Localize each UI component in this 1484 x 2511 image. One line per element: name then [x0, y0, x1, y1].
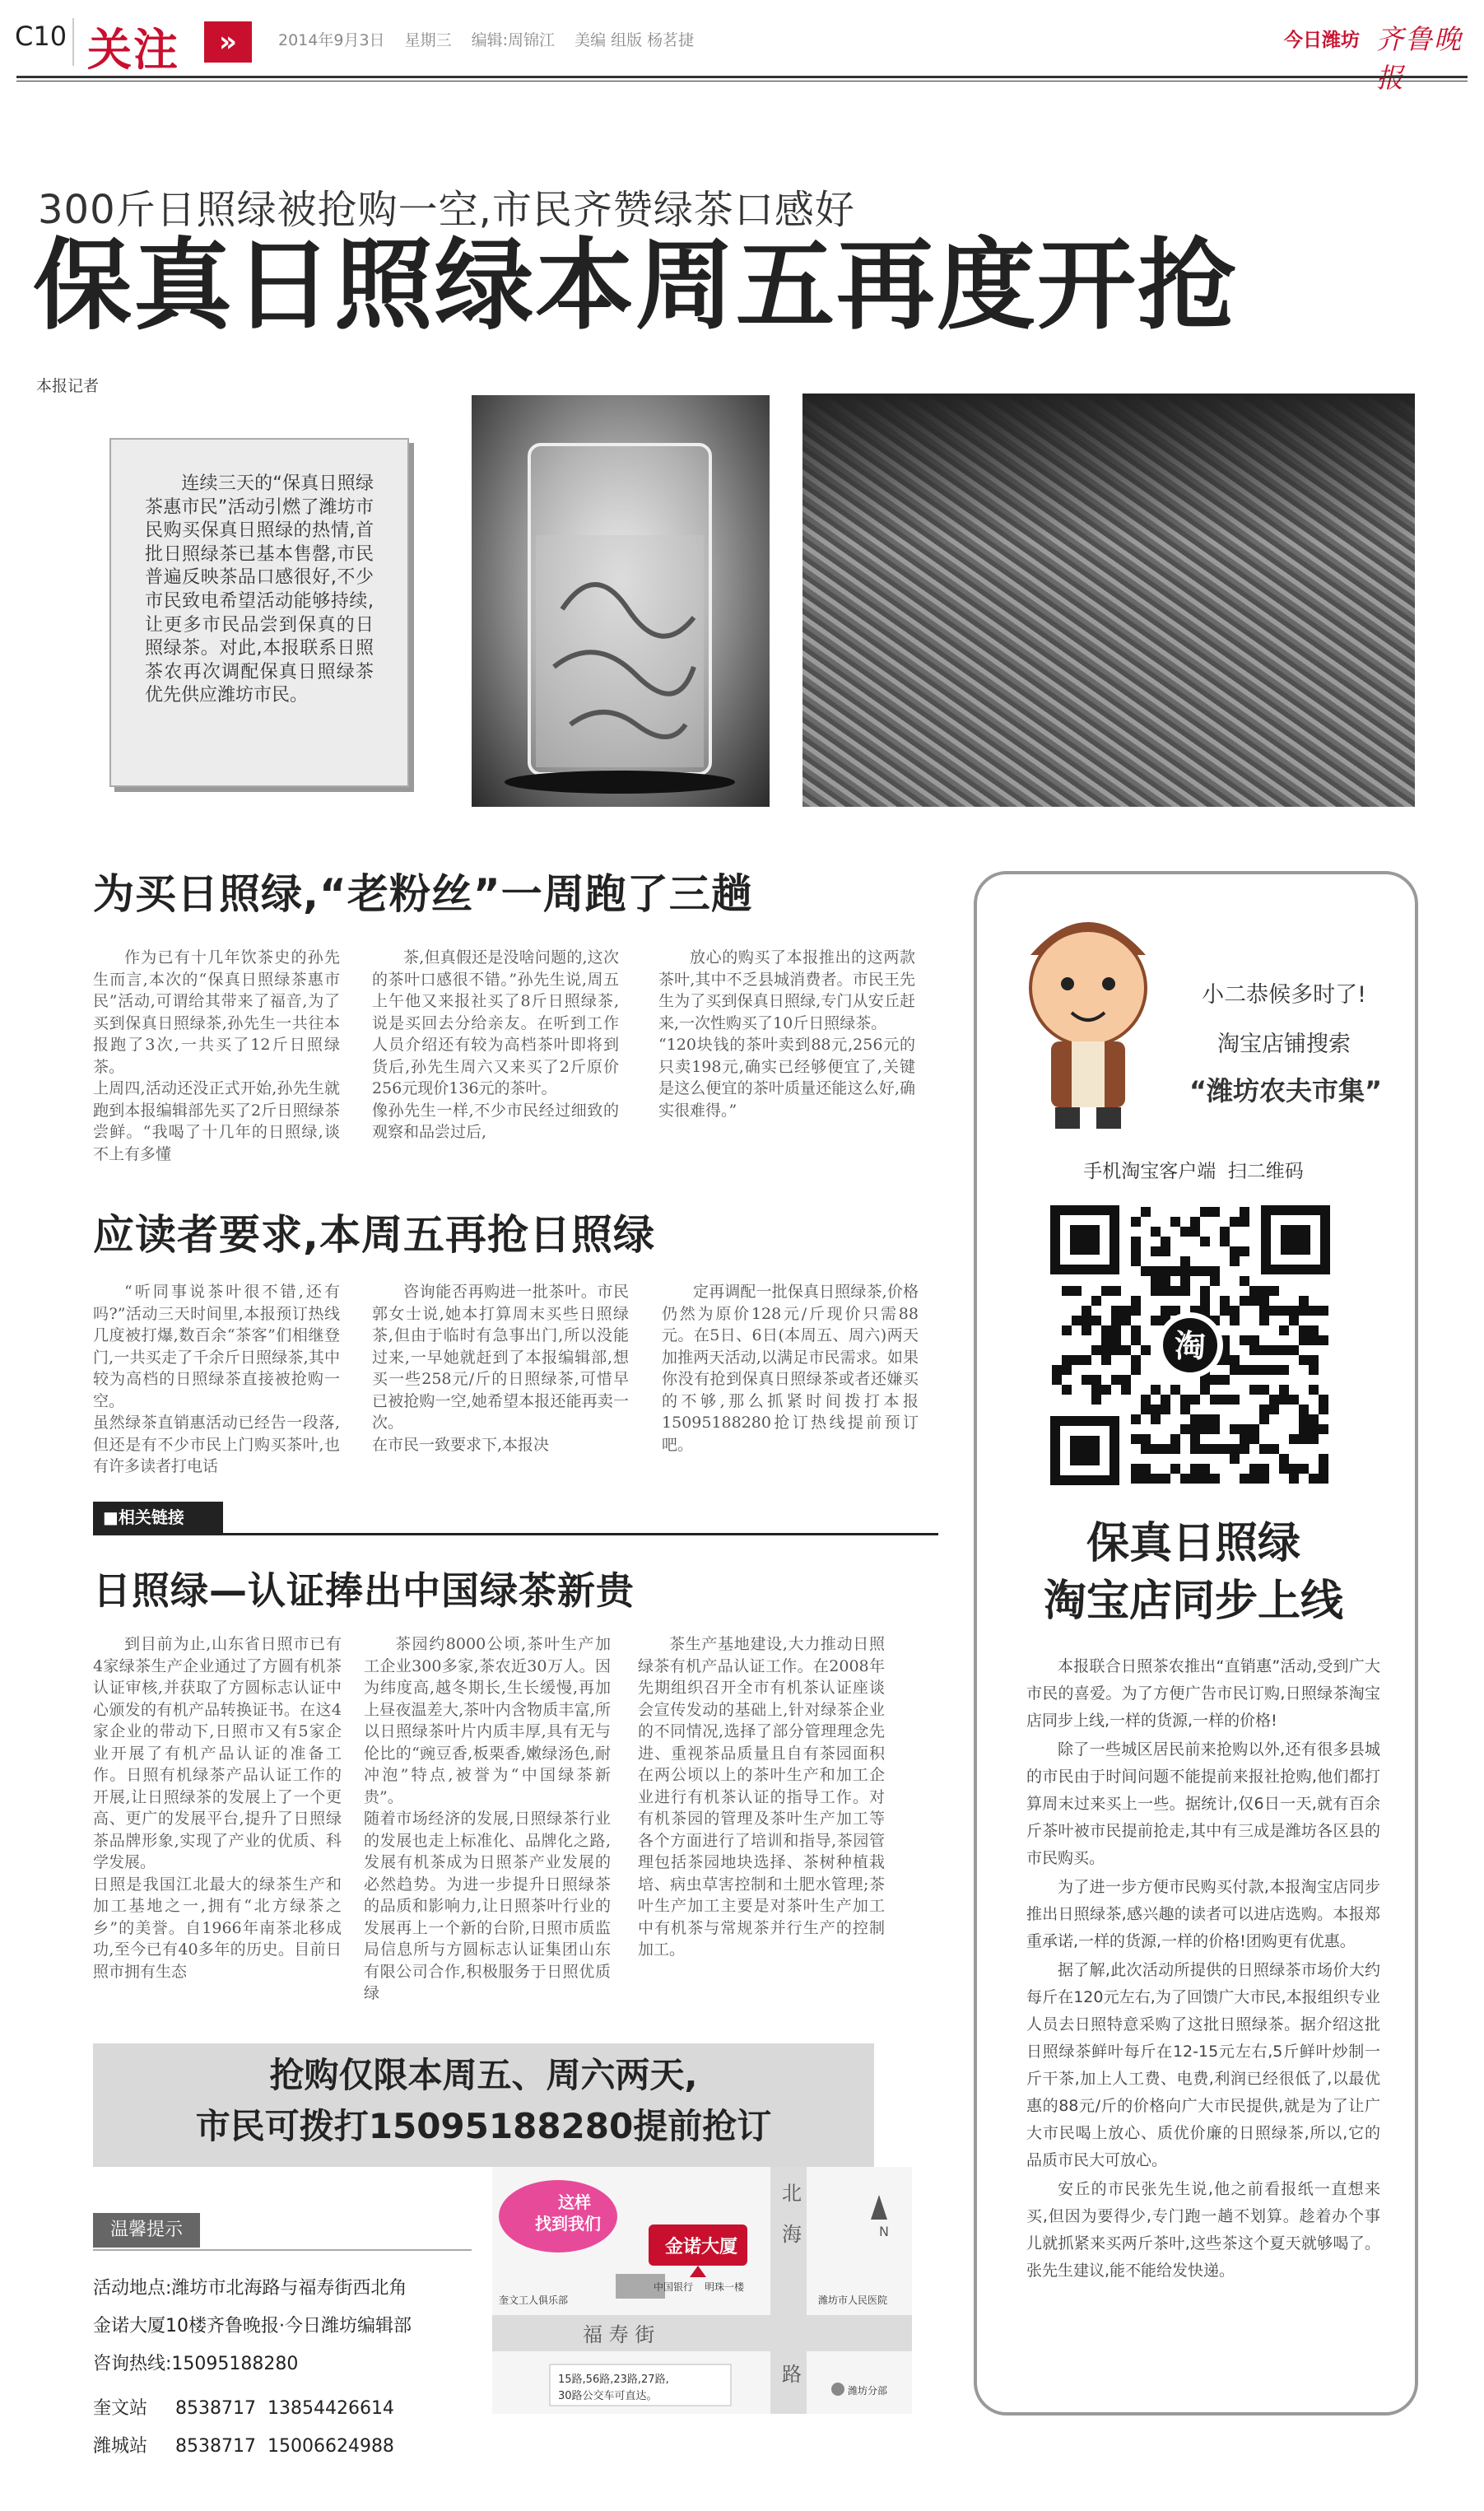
map-graphic: [492, 2167, 912, 2414]
section1-col1-text: 作为已有十几年饮茶史的孙先生而言,本次的“保真日照绿茶惠市民”活动,可谓给其带来了福音,为了买到保真日照绿茶,孙先生一共往本报跑了3次,一共买了12斤日照绿茶。 上周四,活动还没正式开始,孙先生就跑到本报编辑部先买了2斤日照绿茶尝鲜。“我喝了十几年的日照绿,谈不上有多懂: [93, 948, 340, 1163]
section1-col3: [658, 947, 915, 1121]
lead-text-content: 连续三天的“保真日照绿茶惠市民”活动引燃了潍坊市民购买保真日照绿的热情,首批日照绿茶已基本售罄,市民普遍反映茶品口感很好,不少市民致电希望活动能够持续,让更多市民品尝到保真的日照绿茶。对此,本报联系日照茶农再次调配保真日照绿茶优先供应潍坊市民。: [145, 473, 374, 706]
location-map: [492, 2167, 912, 2414]
map-road-char-1: 北: [782, 2182, 802, 2205]
section2-col1-text: “听同事说茶叶很不错,还有吗?”活动三天时间里,本报预订热线几度被打爆,数百余“茶客”们相继登门,一共买走了千余斤日照绿茶,其中较为高档的日照绿茶直接被抢购一空。 虽然绿茶直销惠活动已经告一段落,但还是有不少市民上门购买茶叶,也有许多读者打电话: [93, 1283, 340, 1475]
station1-name: 奎文站: [93, 2398, 148, 2419]
ad-body: [1026, 1653, 1380, 2286]
ad-body-para: 为了进一步方便市民购买付款,本报淘宝店同步推出日照绿茶,感兴趣的读者可以进店选购。本报郑重承诺,一样的货源,一样的价格!团购更有优惠。: [1026, 1878, 1380, 1950]
header-rule-thin: [16, 81, 1468, 82]
section3-col1-text: 到目前为止,山东省日照市已有4家绿茶生产企业通过了方圆有机茶认证审核,并获取了方圆标志认证中心颁发的有机产品转换证书。在这4家企业的带动下,日照市又有5家企业开展了有机产品认证的准备工作。日照有机绿茶产品认证工作的开展,让日照绿茶的发展上了一个更高、更广的发展平台,提升了日照绿茶品牌形象,实现了产业的优质、科学发展。 日照是我国江北最大的绿茶生产和加工基地之一,拥有“北方绿茶之乡”的美誉。自1966年南茶北移成功,至今已有40多年的历史。目前日照市拥有生态: [93, 1635, 342, 1981]
map-bubble-line1: 这样: [558, 2192, 591, 2212]
related-rule: [93, 1533, 938, 1535]
map-bubble-line2: 找到我们: [535, 2214, 601, 2234]
related-links-tag: ■相关链接: [93, 1502, 223, 1533]
section3-col2: [364, 1633, 611, 2005]
promo-banner-line1: 抢购仅限本周五、周六两天,: [269, 2055, 698, 2095]
photo-tea-glass: [472, 395, 770, 807]
section3-col3-text: 茶生产基地建设,大力推动日照绿茶有机产品认证工作。在2008年先期组织召开全市有机茶认证座谈会宣传发动的基础上,针对绿茶企业的不同情况,选择了部分管理理念先进、重视茶品质量且自有茶园面积在两公顷以上的茶叶生产和加工企业进行有机茶认证的指导工作。对有机茶园的管理及茶叶生产加工等各个方面进行了培训和指导,茶园管理包括茶园地块选择、茶树种植栽培、病虫草害控制和土肥水管理;茶叶生产加工主要是对茶叶生产加工中有机茶与常规茶并行生产的控制加工。: [638, 1635, 885, 1959]
map-bus-line2: 30路公交车可直达。: [558, 2390, 658, 2402]
tips-station2: [93, 2432, 394, 2457]
article-subhead: 300斤日照绿被抢购一空,市民齐赞绿茶口感好: [38, 187, 855, 233]
tea-glass-illustration: [472, 395, 770, 807]
issue-weekday: 星期三: [404, 31, 452, 49]
issue-designer: 美编 组版 杨茗捷: [575, 31, 695, 49]
mascot-icon: [1006, 897, 1170, 1136]
taobao-badge-icon: 淘: [1174, 1328, 1207, 1364]
qr-code-graphic: [1050, 1205, 1330, 1485]
section1-col1: [93, 947, 340, 1165]
section3-col1: [93, 1633, 342, 1982]
section2-col3-text: 定再调配一批保真日照绿茶,价格仍然为原价128元/斤现价只需88元。在5日、6日(本周五、周六)两天加推两天活动,以满足市民需求。如果你没有抢到保真日照绿茶或者还嫌买的不够,那么抓紧时间拨打本报15095188280抢订热线提前预订吧。: [662, 1283, 919, 1454]
section2-col3: [662, 1281, 919, 1456]
mascot-illustration: [1006, 897, 1170, 1136]
ad-body-para: 据了解,此次活动所提供的日照绿茶市场价大约每斤在120元左右,为了回馈广大市民,本报组织专业人员去日照特意采购了这批日照绿茶。据介绍这批日照绿茶鲜叶每斤在12-15元左右,5斤鲜叶炒制一斤干茶,加上人工费、电费,利润已经很低了,以最优惠的88元/斤的价格向广大市民提供,就是为了让广大市民喝上放心、质优价廉的日照绿茶,所以,它的品质市民大可放心。: [1026, 1961, 1380, 2169]
ad-title-line2: 淘宝店同步上线: [1043, 1577, 1343, 1626]
section3-col2-text: 茶园约8000公顷,茶叶生产加工企业300多家,茶农近30万人。因为纬度高,越冬期长,生长缓慢,再加上昼夜温差大,茶叶内含物质丰富,所以日照绿茶叶片内质丰厚,具有无与伦比的“豌豆香,板栗香,嫩绿汤色,耐冲泡”特点,被誉为“中国绿茶新贵”。 随着市场经济的发展,日照绿茶行业的发展也走上标准化、品牌化之路,发展有机茶成为日照茶产业发展的必然趋势。为进一步提升日照绿茶的品质和影响力,让日照茶叶行业的发展再上一个新的台阶,日照市质监局信息所与方圆标志认证集团山东有限公司合作,积极服务于日照优质绿: [364, 1635, 611, 2002]
section2-col2-text: 咨询能否再购进一批茶叶。市民郭女士说,她本打算周末买些日照绿茶,但由于临时有急事出门,所以没能过来,一早她就赶到了本报编辑部,想买一些258元/斤的日照绿茶,可惜早已被抢购一空,她希望本报还能再卖一次。 在市民一致要求下,本报决: [372, 1283, 629, 1454]
header-divider: [72, 18, 74, 66]
paper-logo: 齐鲁晚报: [1376, 23, 1463, 94]
section2-col1: [93, 1281, 340, 1478]
map-north-label: N: [879, 2224, 889, 2239]
qr-code[interactable]: [1050, 1205, 1330, 1485]
tips-rule: [93, 2249, 472, 2251]
ad-title: [1021, 1515, 1366, 1630]
map-street-label: 福 寿 街: [583, 2323, 655, 2346]
section1-col3-text: 放心的购买了本报推出的这两款茶叶,其中不乏县城消费者。市民王先生为了买到保真日照绿,专门从安丘赶来,一次性购买了10斤日照绿茶。 “120块钱的茶叶卖到88元,256元的只卖198元,确实已经够便宜了,关键是这么便宜的茶叶质量还能这么好,确实很难得。”: [658, 948, 915, 1120]
promo-banner-line2: 市民可拨打15095188280提前抢订: [195, 2106, 772, 2146]
ad-shop-name: “潍坊农夫市集”: [1189, 1075, 1383, 1106]
section3-col3: [638, 1633, 885, 1961]
photo-tea-picking: [802, 394, 1415, 807]
tips-address-line1: 活动地点:潍坊市北海路与福寿街西北角: [93, 2278, 407, 2299]
ad-search-hint: 淘宝店铺搜索: [1217, 1032, 1351, 1057]
map-poi-bank: 中国银行: [654, 2281, 694, 2293]
ad-body-para: 本报联合日照茶农推出“直销惠”活动,受到广大市民的喜爱。为了方便广告市民订购,日照绿茶淘宝店同步上线,一样的货源,一样的价格!: [1026, 1657, 1380, 1730]
ad-body-para: 安丘的市民张先生说,他之前看报纸一直想来买,但因为要得少,专门跑一趟不划算。趁着办个事儿就抓紧来买两斤茶叶,这些茶这个夏天就够喝了。张先生建议,能不能给发快递。: [1026, 2180, 1380, 2280]
chevron-right-icon: »: [204, 21, 252, 63]
section2-title: 应读者要求,本周五再抢日照绿: [93, 1211, 655, 1259]
ad-scan-hint: 手机淘宝客户端 扫二维码: [1083, 1161, 1304, 1182]
edition-name: 今日潍坊: [1284, 30, 1360, 51]
article-byline: 本报记者: [36, 377, 100, 395]
map-bus-line1: 15路,56路,23路,27路,: [558, 2374, 669, 2386]
map-road-char-3: 路: [782, 2363, 802, 2386]
tips-hotline: 咨询热线:15095188280: [93, 2354, 299, 2374]
issue-editor: 编辑:周锦江: [471, 31, 556, 49]
section-label: 关注: [87, 24, 179, 76]
article-headline: 保真日照绿本周五再度开抢: [33, 229, 1238, 343]
map-poi-left: 奎文工人俱乐部: [499, 2294, 569, 2306]
station1-numbers: 8538717 13854426614: [175, 2398, 394, 2419]
map-poi-hospital: 潍坊市人民医院: [818, 2294, 888, 2306]
station2-name: 潍城站: [93, 2436, 148, 2457]
section1-col2-text: 茶,但真假还是没啥问题的,这次的茶叶口感很不错。”孙先生说,周五上午他又来报社买了8斤日照绿茶,说是买回去分给亲友。在听到工作人员介绍还有较为高档茶叶即将到货后,孙先生周六又来买了2斤原价256元现价136元的茶叶。 像孙先生一样,不少市民经过细致的观察和品尝过后,: [372, 948, 619, 1141]
section1-col2: [372, 947, 619, 1144]
section3-title: 日照绿—认证捧出中国绿茶新贵: [93, 1568, 635, 1613]
map-road-char-2: 海: [782, 2223, 802, 2246]
map-building-label: 金诺大厦: [665, 2237, 738, 2257]
issue-meta: [278, 28, 709, 50]
map-poi-hotel: 明珠一楼: [705, 2281, 745, 2293]
header-rule: [16, 76, 1468, 78]
map-poi-school: 潍坊分部: [848, 2385, 888, 2397]
issue-date: 2014年9月3日: [278, 31, 385, 49]
lead-text: [145, 473, 374, 708]
section2-col2: [372, 1281, 629, 1456]
tips-station1: [93, 2394, 394, 2420]
ad-body-para: 除了一些城区居民前来抢购以外,还有很多县城的市民由于时间问题不能提前来报社抢购,他们都打算周末过来买上一些。据统计,仅6日一天,就有百余斤茶叶被市民提前抢走,其中有三成是潍坊各区县的市民购买。: [1026, 1740, 1380, 1867]
ad-title-line1: 保真日照绿: [1086, 1519, 1300, 1568]
tips-label: 温馨提示: [93, 2213, 200, 2248]
page-number: C10: [15, 21, 67, 52]
ad-greeting: 小二恭候多时了!: [1202, 982, 1366, 1008]
section1-title: 为买日照绿,“老粉丝”一周跑了三趟: [93, 870, 753, 918]
tips-address-line2: 金诺大厦10楼齐鲁晚报·今日潍坊编辑部: [93, 2316, 412, 2336]
station2-numbers: 8538717 15006624988: [175, 2436, 394, 2457]
